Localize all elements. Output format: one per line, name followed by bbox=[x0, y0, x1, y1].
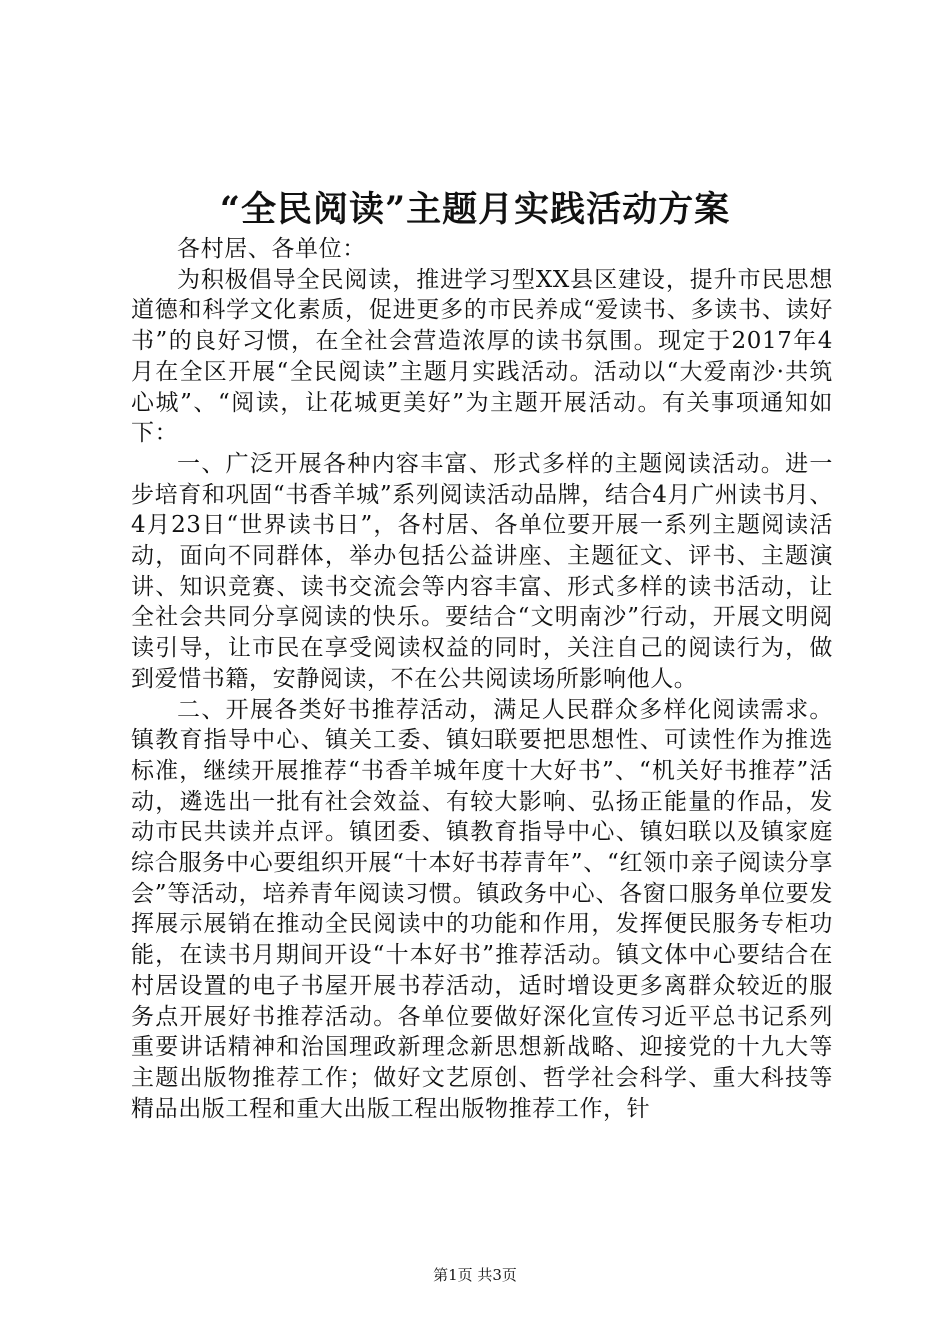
section-one-paragraph: 一、广泛开展各种内容丰富、形式多样的主题阅读活动。进一步培育和巩固“书香羊城”系列阅读活动品牌，结合4月广州读书月、4月23日“世界读书日”，各村居、各单位要开展一系列主题阅读活动，面向不同群体，举办包括公益讲座、主题征文、评书、主题演讲、知识竞赛、读书交流会等内容丰富、形式多样的读书活动，让全社会共同分享阅读的快乐。要结合“文明南沙”行动，开展文明阅读引导，让市民在享受阅读权益的同时，关注自己的阅读行为，做到爱惜书籍，安静阅读，不在公共阅读场所影响他人。 bbox=[131, 450, 833, 692]
document-title: “全民阅读”主题月实践活动方案 bbox=[219, 189, 731, 230]
document-body bbox=[131, 234, 833, 1124]
salutation-paragraph: 各村居、各单位： bbox=[177, 236, 366, 262]
page-number-footer: 第1页 共3页 bbox=[433, 1266, 517, 1284]
section-two-paragraph: 二、开展各类好书推荐活动，满足人民群众多样化阅读需求。镇教育指导中心、镇关工委、镇妇联要把思想性、可读性作为推选标准，继续开展推荐“书香羊城年度十大好书”、“机关好书推荐”活动，遴选出一批有社会效益、有较大影响、弘扬正能量的作品，发动市民共读并点评。镇团委、镇教育指导中心、镇妇联以及镇家庭综合服务中心要组织开展“十本好书荐青年”、“红领巾亲子阅读分享会”等活动，培养青年阅读习惯。镇政务中心、各窗口服务单位要发挥展示展销在推动全民阅读中的功能和作用，发挥便民服务专柜功能，在读书月期间开设“十本好书”推荐活动。镇文体中心要结合在村居设置的电子书屋开展书荐活动，适时增设更多离群众较近的服务点开展好书推荐活动。各单位要做好深化宣传习近平总书记系列重要讲话精神和治国理政新理念新思想新战略、迎接党的十九大等主题出版物推荐工作；做好文艺原创、哲学社会科学、重大科技等精品出版工程和重大出版工程出版物推荐工作，针 bbox=[131, 696, 833, 1122]
intro-paragraph: 为积极倡导全民阅读，推进学习型XX县区建设，提升市民思想道德和科学文化素质，促进更多的市民养成“爱读书、多读书、读好书”的良好习惯，在全社会营造浓厚的读书氛围。现定于2017年4月在全区开展“全民阅读”主题月实践活动。活动以“大爱南沙·共筑心城”、“阅读，让花城更美好”为主题开展活动。有关事项通知如下： bbox=[131, 266, 833, 447]
